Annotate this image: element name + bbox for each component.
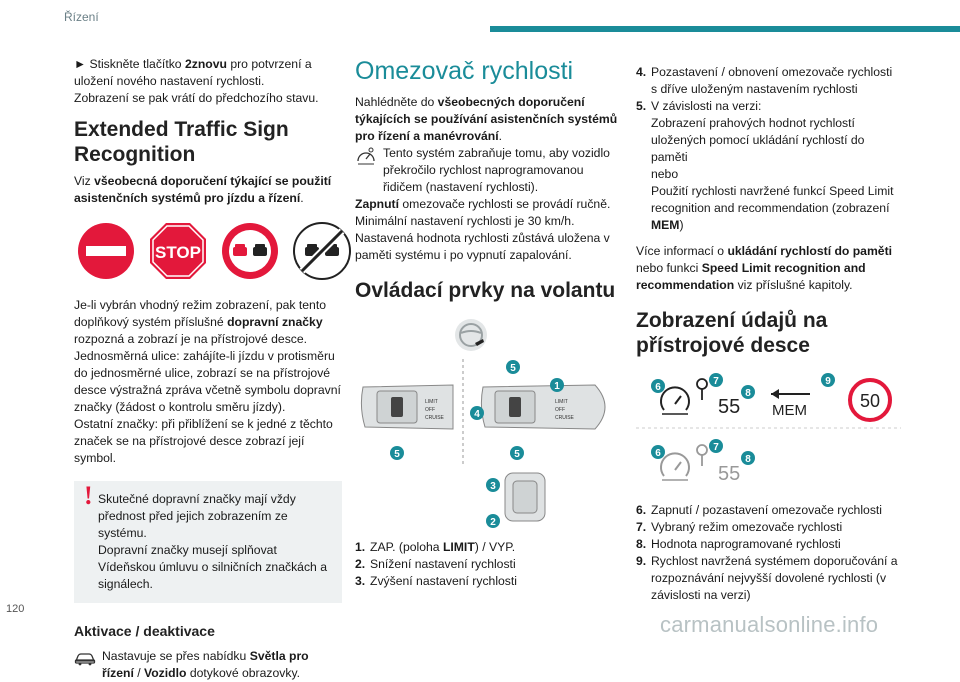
end-no-overtaking-sign-icon: [292, 221, 352, 281]
svg-text:1: 1: [554, 381, 560, 392]
dashboard-list: [636, 502, 901, 604]
svg-text:7: 7: [713, 376, 719, 387]
section-title-controls: Ovládací prvky na volantu: [355, 279, 616, 302]
list-item: 7. Vybraný režim omezovače rychlosti: [636, 520, 843, 534]
svg-text:8: 8: [745, 454, 751, 465]
svg-text:LIMIT: LIMIT: [425, 399, 438, 405]
steering-wheel-icon: [453, 317, 489, 353]
dashboard-display: [636, 370, 901, 490]
exclamation-icon: !: [84, 481, 93, 510]
svg-text:LIMIT: LIMIT: [555, 399, 568, 405]
stalk-diagram: [355, 357, 625, 467]
list-item: 2. Snížení nastavení rychlosti: [355, 557, 516, 571]
svg-text:2: 2: [490, 517, 496, 528]
programmed-speed: 55: [718, 396, 741, 418]
callout-5-bottom: [510, 446, 524, 460]
list-item: 6. Zapnutí / pozastavení omezovače rychlosti: [636, 503, 883, 517]
etsr-body-1: Je-li vybrán vhodný režim zobrazení, pak tento doplňkový systém příslušné dopravní značky rozpozná a zobrazí je na přístrojové desce.: [74, 298, 326, 346]
svg-text:OFF: OFF: [555, 407, 565, 413]
column-left: [74, 56, 342, 682]
list-item: 4. Pozastavení / obnovení omezovače rychlosti s dříve uloženým nastavením rychlosti: [636, 65, 893, 96]
warning-note: [74, 481, 342, 603]
svg-text:7: 7: [713, 442, 719, 453]
list-item: 8. Hodnota naprogramované rychlosti: [636, 537, 841, 551]
speedometer-icon: [661, 387, 689, 414]
callout-4: [470, 406, 484, 420]
column-right: [636, 64, 901, 604]
callout-5-top: [506, 360, 520, 374]
svg-text:4: 4: [474, 409, 480, 420]
page-number: 120: [6, 603, 25, 615]
etsr-body-other: Ostatní značky: při přiblížení se k jedné z těchto značek se na přístrojové desce zobrazí její symbol.: [74, 417, 333, 465]
svg-text:3: 3: [490, 481, 496, 492]
speed-limiter-desc: Tento systém zabraňuje tomu, aby vozidlo překročilo rychlost naprogramovanou řidičem (nastavení rychlosti).: [383, 146, 610, 194]
header-accent-bar: [490, 26, 960, 32]
section-title-etsr: Extended Traffic Sign Recognition: [74, 118, 289, 166]
watermark: carmanualsonline.info: [660, 612, 879, 637]
programmed-speed-paused: 55: [718, 463, 741, 485]
svg-text:5: 5: [510, 363, 516, 374]
svg-text:CRUISE: CRUISE: [425, 415, 444, 421]
limiter-mode-paused-icon: [697, 445, 707, 466]
speed-limiter-ref: Nahlédněte do všeobecných doporučení týkajících se používání asistenčních systémů pro řízení a manévrování.: [355, 95, 618, 143]
callout-1: [550, 378, 564, 392]
speedometer-limit-icon: [355, 147, 377, 167]
step-paragraph: ► Stiskněte tlačítko 2znovu pro potvrzení a uložení nového nastavení rychlosti.: [74, 57, 312, 88]
stop-sign-icon: [148, 221, 208, 281]
traffic-signs-row: [76, 221, 342, 281]
activation-row: [74, 648, 342, 682]
svg-text:8: 8: [745, 388, 751, 399]
callout-5-left: [390, 446, 404, 460]
list-item: 1. ZAP. (poloha LIMIT) / VYP.: [355, 540, 516, 554]
more-info-text: Více informací o ukládání rychlostí do paměti nebo funkci Speed Limit recognition and recommendation viz příslušné kapitoly.: [636, 244, 893, 292]
note-text-2: Dopravní značky musejí splňovat Vídeňskou úmluvu o silničních značkách a signálech.: [98, 543, 327, 591]
activation-text: Nastavuje se přes nabídku Světla pro řízení / Vozidlo dotykové obrazovky.: [102, 649, 309, 680]
step-result: Zobrazení se pak vrátí do předchozího stavu.: [74, 91, 319, 105]
speed-limiter-desc-row: [355, 145, 625, 196]
section-title-dashboard: Zobrazení údajů na přístrojové desce: [636, 309, 828, 357]
note-text-1: Skutečné dopravní značky mají vždy přednost před jejich zobrazením ze systému.: [98, 492, 296, 540]
svg-text:OFF: OFF: [425, 407, 435, 413]
subheading-activation: Aktivace / deaktivace: [74, 623, 215, 639]
svg-text:STOP: STOP: [155, 243, 201, 262]
callout-3: [486, 478, 500, 492]
activation-manual: Zapnutí omezovače rychlosti se provádí ručně.: [355, 197, 611, 211]
no-overtaking-sign-icon: [220, 221, 280, 281]
speedometer-paused-icon: [661, 453, 689, 480]
svg-text:CRUISE: CRUISE: [555, 415, 574, 421]
car-icon: [74, 650, 96, 666]
svg-text:6: 6: [655, 448, 661, 459]
list-item: 3. Zvýšení nastavení rychlosti: [355, 574, 517, 588]
svg-text:5: 5: [394, 449, 400, 460]
stalk-side-view: [483, 467, 553, 533]
section-title-speed-limiter: Omezovač rychlosti: [355, 57, 574, 85]
min-speed-text: Minimální nastavení rychlosti je 30 km/h.: [355, 214, 575, 228]
suggested-speed-sign: 50: [859, 391, 881, 411]
svg-text:6: 6: [655, 382, 661, 393]
running-header: Řízení: [64, 10, 99, 24]
etsr-body-oneway: Jednosměrná ulice: zahájíte-li jízdu v protisměru do jednosměrné ulice, zobrazí se na přístrojové desce výstražná zpráva včetně symbolu dopravní značky (žádost o kontrolu směru jízdy).: [74, 349, 341, 414]
svg-text:5: 5: [514, 449, 520, 460]
stored-speed-text: Nastavená hodnota rychlosti zůstává uložena v paměti systému i po vypnutí zapalování.: [355, 231, 610, 262]
no-entry-sign-icon: [76, 221, 136, 281]
column-middle: [355, 56, 625, 590]
svg-text:9: 9: [825, 376, 831, 387]
list-item: 9. Rychlost navržená systémem doporučování a rozpoznávání nejvyšší dovolené rychlosti (v závislosti na verzi): [636, 554, 898, 602]
list-item: 5. V závislosti na verzi: Zobrazení prahových hodnot rychlostí uložených pomocí ukládání rychlostí do paměti nebo Použití rychlosti navržené funkcí Speed Limit recognition and recommendation (zobrazení MEM): [636, 99, 894, 232]
controls-list: [355, 539, 625, 590]
callout-2: [486, 514, 500, 528]
limiter-mode-icon: [697, 379, 707, 400]
etsr-intro: Viz všeobecná doporučení týkající se použití asistenčních systémů pro jízdu a řízení.: [74, 174, 332, 205]
mem-label: MEM: [772, 402, 807, 419]
